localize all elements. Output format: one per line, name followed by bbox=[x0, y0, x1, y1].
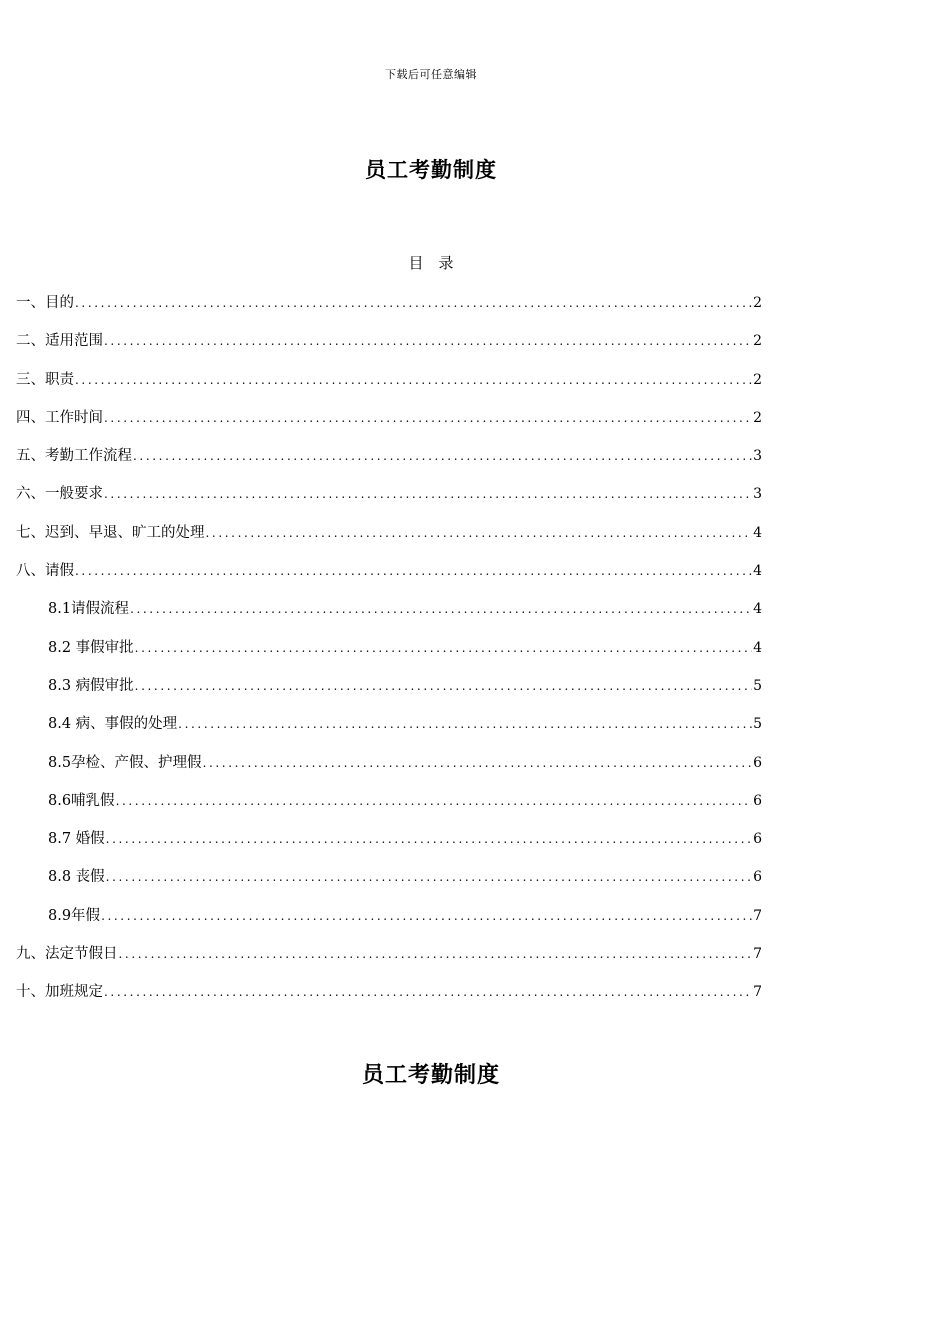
toc-entry[interactable] bbox=[16, 445, 762, 483]
toc-entry-label: 六、一般要求 bbox=[16, 486, 103, 503]
toc-entry-page: 2 bbox=[753, 333, 762, 350]
toc-leader-dots bbox=[130, 598, 752, 620]
toc-entry-page: 6 bbox=[753, 831, 762, 848]
document-title: 员工考勤制度 bbox=[365, 158, 497, 182]
toc-entry-label: 二、适用范围 bbox=[16, 333, 103, 350]
toc-entry[interactable] bbox=[16, 560, 762, 598]
toc-leader-dots bbox=[106, 866, 752, 888]
toc-leader-dots bbox=[133, 445, 752, 467]
toc-entry-label: 8.9年假 bbox=[48, 907, 101, 924]
toc-leader-dots bbox=[104, 981, 752, 1003]
toc-entry-page: 7 bbox=[753, 907, 762, 924]
toc-entry-page: 4 bbox=[753, 524, 762, 541]
toc-leader-dots bbox=[75, 369, 752, 391]
toc-subentry[interactable] bbox=[16, 675, 762, 713]
toc-entry-page: 4 bbox=[753, 639, 762, 656]
toc-subentry[interactable] bbox=[16, 866, 762, 904]
toc-entry-page: 2 bbox=[753, 295, 762, 311]
toc-subentry[interactable] bbox=[16, 637, 762, 675]
toc-leader-dots bbox=[206, 522, 753, 544]
toc-subentry[interactable] bbox=[16, 713, 762, 751]
toc-entry-page: 3 bbox=[753, 486, 762, 503]
toc-entry-page: 6 bbox=[753, 792, 762, 809]
toc-subentry[interactable] bbox=[16, 790, 762, 828]
toc-leader-dots bbox=[75, 560, 752, 582]
toc-leader-dots bbox=[135, 637, 752, 659]
toc-entry-label: 8.7 婚假 bbox=[48, 831, 105, 848]
toc-entry-page: 2 bbox=[753, 371, 762, 388]
toc-entry-page: 5 bbox=[753, 716, 762, 733]
toc-entry-page: 7 bbox=[753, 946, 762, 963]
toc-entry-page: 3 bbox=[753, 448, 762, 465]
toc-entry[interactable] bbox=[16, 943, 762, 981]
body-title: 员工考勤制度 bbox=[361, 1063, 500, 1088]
toc-entry[interactable] bbox=[16, 522, 762, 560]
toc-subentry[interactable] bbox=[16, 905, 762, 943]
toc-entry-label: 七、迟到、早退、旷工的处理 bbox=[16, 524, 205, 541]
toc-entry-label: 三、职责 bbox=[16, 371, 74, 388]
toc-leader-dots bbox=[104, 407, 752, 429]
toc-entry-label: 一、目的 bbox=[16, 295, 74, 311]
toc-entry-page: 6 bbox=[753, 754, 762, 771]
toc-leader-dots bbox=[178, 713, 752, 735]
toc-entry-label: 8.2 事假审批 bbox=[48, 639, 134, 656]
toc-entry[interactable] bbox=[16, 369, 762, 407]
toc-entry-page: 4 bbox=[753, 563, 762, 580]
toc-entry-label: 8.1请假流程 bbox=[48, 601, 130, 618]
toc-entry[interactable] bbox=[16, 981, 762, 1019]
toc-subentry[interactable] bbox=[16, 828, 762, 866]
toc-entry[interactable] bbox=[16, 407, 762, 445]
toc-entry[interactable] bbox=[16, 330, 762, 368]
toc-leader-dots bbox=[104, 330, 752, 352]
header-note: 下载后可任意编辑 bbox=[385, 68, 477, 81]
toc-entry-page: 2 bbox=[753, 409, 762, 426]
toc-subentry[interactable] bbox=[16, 752, 762, 790]
toc-leader-dots bbox=[116, 790, 753, 812]
table-of-contents bbox=[16, 292, 762, 1020]
toc-leader-dots bbox=[75, 292, 752, 314]
toc-entry-page: 7 bbox=[753, 984, 762, 1001]
toc-leader-dots bbox=[119, 943, 753, 965]
toc-leader-dots bbox=[106, 828, 752, 850]
toc-entry-label: 8.3 病假审批 bbox=[48, 677, 134, 694]
toc-entry-label: 十、加班规定 bbox=[16, 984, 103, 1001]
toc-entry-label: 九、法定节假日 bbox=[16, 946, 118, 963]
toc-heading: 目 录 bbox=[408, 254, 454, 272]
toc-entry-page: 4 bbox=[753, 601, 762, 618]
toc-subentry[interactable] bbox=[16, 598, 762, 636]
toc-entry-label: 8.4 病、事假的处理 bbox=[48, 716, 178, 733]
toc-leader-dots bbox=[203, 752, 753, 774]
toc-entry-label: 8.6哺乳假 bbox=[48, 792, 115, 809]
toc-entry-label: 八、请假 bbox=[16, 563, 74, 580]
toc-entry[interactable] bbox=[16, 483, 762, 521]
toc-entry-page: 5 bbox=[753, 677, 762, 694]
toc-leader-dots bbox=[135, 675, 752, 697]
toc-leader-dots bbox=[101, 905, 752, 927]
toc-entry[interactable] bbox=[16, 292, 762, 330]
toc-entry-page: 6 bbox=[753, 869, 762, 886]
toc-entry-label: 五、考勤工作流程 bbox=[16, 448, 132, 465]
toc-leader-dots bbox=[104, 483, 752, 505]
toc-entry-label: 8.8 丧假 bbox=[48, 869, 105, 886]
toc-entry-label: 8.5孕检、产假、护理假 bbox=[48, 754, 202, 771]
toc-entry-label: 四、工作时间 bbox=[16, 409, 103, 426]
